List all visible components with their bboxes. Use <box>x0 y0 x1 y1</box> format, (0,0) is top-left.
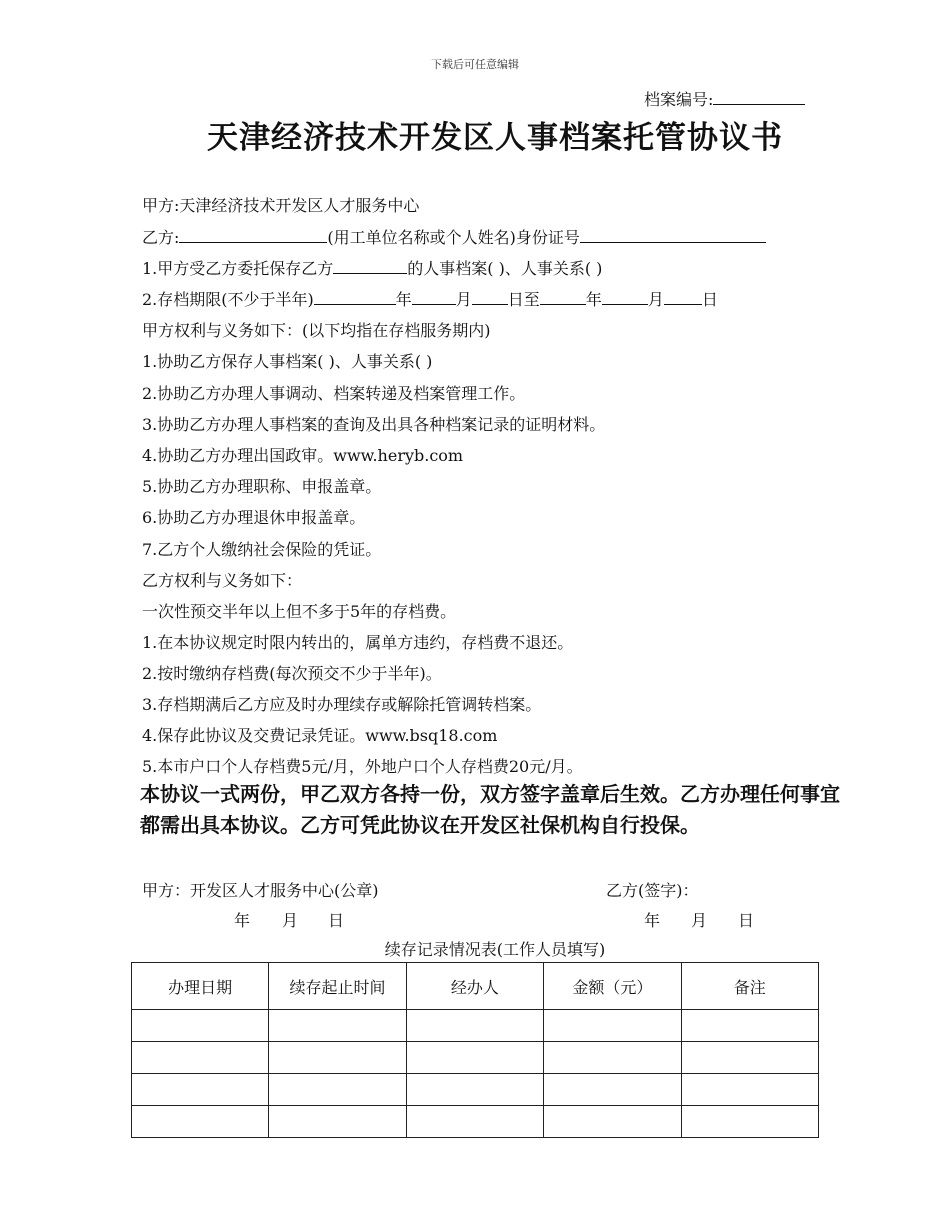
document-title: 天津经济技术开发区人事档案托管协议书 <box>207 120 783 156</box>
party-b-item: 4.保存此协议及交费记录凭证。www.bsq18.com <box>142 726 498 745</box>
table-cell <box>406 1010 543 1042</box>
start-day-blank <box>472 288 508 305</box>
clause-2-year-2: 年 <box>585 290 602 309</box>
archive-number-label: 档案编号: <box>644 90 714 109</box>
end-month-blank <box>602 288 648 305</box>
table-cell <box>544 1074 682 1106</box>
party-b-signature-label: 乙方(签字)： <box>606 881 699 900</box>
party-a-sign-day: 日 <box>328 911 345 930</box>
party-a-line: 甲方:天津经济技术开发区人才服务中心 <box>142 196 420 215</box>
column-header-period: 续存起止时间 <box>269 963 406 1010</box>
table-cell <box>681 1074 818 1106</box>
table-cell <box>132 1106 269 1138</box>
party-b-item: 1.在本协议规定时限内转出的，属单方违约，存档费不退还。 <box>142 633 574 652</box>
party-b-sign-month: 月 <box>691 911 708 930</box>
watermark-text: 下载后可任意编辑 <box>431 58 519 71</box>
table-cell <box>406 1106 543 1138</box>
table-cell <box>132 1010 269 1042</box>
party-a-rights-heading: 甲方权利与义务如下：(以下均指在存档服务期内) <box>142 321 491 340</box>
column-header-date: 办理日期 <box>132 963 269 1010</box>
record-table-title: 续存记录情况表(工作人员填写) <box>384 940 606 959</box>
clause-1 <box>142 256 602 279</box>
clause-1-suffix: 的人事档案( )、人事关系( ) <box>407 259 603 278</box>
clause-2-month-2: 月 <box>647 290 664 309</box>
party-b-item: 2.按时缴纳存档费(每次预交不少于半年)。 <box>142 664 442 683</box>
column-header-handler: 经办人 <box>406 963 543 1010</box>
table-cell <box>406 1042 543 1074</box>
party-a-sign-year: 年 <box>234 911 251 930</box>
party-a-item: 7.乙方个人缴纳社会保险的凭证。 <box>142 540 382 559</box>
table-row <box>132 1042 819 1074</box>
archive-number <box>644 87 805 110</box>
table-cell <box>269 1074 406 1106</box>
party-a-item: 5.协助乙方办理职称、申报盖章。 <box>142 477 382 496</box>
table-cell <box>544 1106 682 1138</box>
clause-1-blank <box>333 257 407 274</box>
clause-2-year-1: 年 <box>395 290 412 309</box>
clause-2-day-2: 日 <box>701 290 718 309</box>
table-row <box>132 1106 819 1138</box>
party-a-item: 4.协助乙方办理出国政审。www.heryb.com <box>142 446 464 465</box>
table-cell <box>681 1106 818 1138</box>
party-a-item: 3.协助乙方办理人事档案的查询及出具各种档案记录的证明材料。 <box>142 415 606 434</box>
party-a-item: 6.协助乙方办理退休申报盖章。 <box>142 508 366 527</box>
party-b-item: 5.本市户口个人存档费5元/月，外地户口个人存档费20元/月。 <box>142 757 583 776</box>
table-cell <box>681 1042 818 1074</box>
party-b-sign-day: 日 <box>738 911 755 930</box>
renewal-record-table <box>131 962 819 1138</box>
table-cell <box>132 1074 269 1106</box>
party-b-prepay: 一次性预交半年以上但不多于5年的存档费。 <box>142 602 457 621</box>
party-a-item: 1.协助乙方保存人事档案( )、人事关系( ) <box>142 352 433 371</box>
table-cell <box>269 1106 406 1138</box>
party-b-mid: (用工单位名称或个人姓名)身份证号 <box>327 228 580 247</box>
bold-notice: 本协议一式两份，甲乙双方各持一份，双方签字盖章后生效。乙方办理任何事宜都需出具本协议。乙方可凭此协议在开发区社保机构自行投保。 <box>140 782 840 837</box>
party-a-sign-month: 月 <box>282 911 299 930</box>
party-b-prefix: 乙方: <box>142 228 180 247</box>
column-header-remarks: 备注 <box>681 963 818 1010</box>
party-b-sign-year: 年 <box>644 911 661 930</box>
table-cell <box>132 1042 269 1074</box>
clause-2-month-1: 月 <box>455 290 472 309</box>
party-b-id-blank <box>580 226 766 243</box>
end-day-blank <box>664 288 702 305</box>
table-cell <box>269 1010 406 1042</box>
start-month-blank <box>412 288 456 305</box>
archive-number-blank <box>713 89 805 105</box>
table-cell <box>269 1042 406 1074</box>
table-cell <box>544 1010 682 1042</box>
clause-2-prefix: 2.存档期限(不少于半年) <box>142 290 314 309</box>
table-cell <box>406 1074 543 1106</box>
clause-2-day-to: 日至 <box>507 290 540 309</box>
party-a-signature-label: 甲方：开发区人才服务中心(公章) <box>142 881 379 900</box>
table-cell <box>681 1010 818 1042</box>
start-year-blank <box>314 288 396 305</box>
table-cell <box>544 1042 682 1074</box>
column-header-amount: 金额（元） <box>544 963 682 1010</box>
table-header-row <box>132 963 819 1010</box>
table-row <box>132 1010 819 1042</box>
party-a-item: 2.协助乙方办理人事调动、档案转递及档案管理工作。 <box>142 384 526 403</box>
party-b-item: 3.存档期满后乙方应及时办理续存或解除托管调转档案。 <box>142 695 542 714</box>
end-year-blank <box>540 288 586 305</box>
clause-2 <box>142 287 718 310</box>
table-row <box>132 1074 819 1106</box>
party-b-rights-heading: 乙方权利与义务如下： <box>142 571 303 590</box>
clause-1-prefix: 1.甲方受乙方委托保存乙方 <box>142 259 334 278</box>
party-b-name-blank <box>179 226 327 243</box>
party-b-line <box>142 225 766 248</box>
